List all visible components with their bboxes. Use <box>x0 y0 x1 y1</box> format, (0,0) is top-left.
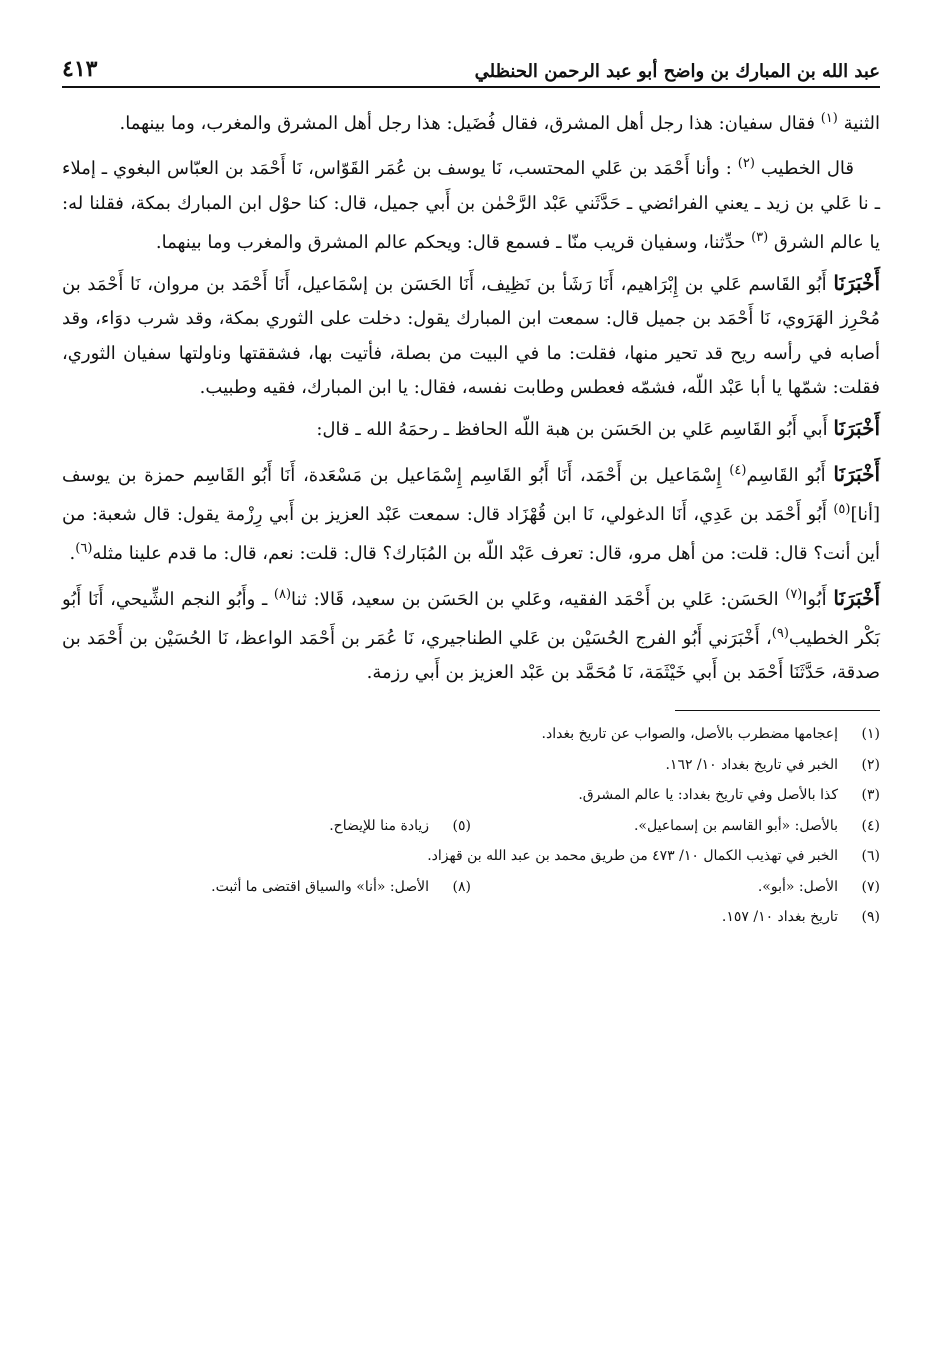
footnote-text: إعجامها مضطرب بالأصل، والصواب عن تاريخ بغداد. <box>541 726 838 743</box>
footnote-row <box>62 841 880 872</box>
paragraph-lead-word: أَخْبَرَنَا <box>833 271 880 296</box>
footnote-reference: (٦) <box>75 541 93 557</box>
text-run: أَبُوا <box>802 588 834 610</box>
footnote-number: (٤) <box>861 817 880 834</box>
text-run: ـ وأَبُو النجم الشِّيحي، أَنَا أَبُو بَكْر الخطيب <box>62 588 880 649</box>
paragraph <box>62 411 880 447</box>
text-run: فقال سفيان: هذا رجل أهل المشرق، فقال فُضَيل: هذا رجل أهل المشرق والمغرب، وما بينهما. <box>119 113 821 134</box>
paragraph-lead-word: أَخْبَرَنَا <box>833 461 880 486</box>
footnote-number: (٣) <box>861 787 880 804</box>
text-run: أَبُو القَاسِم <box>746 464 834 486</box>
footnote-reference: (٤) <box>729 462 747 478</box>
text-run: قال الخطيب <box>754 158 854 180</box>
paragraph-lead-word: أَخْبَرَنَا <box>833 416 880 441</box>
footnote-row <box>62 902 880 933</box>
footnote-text: الخبر في تهذيب الكمال ١٠/ ٤٧٣ من طريق محمد بن عبد الله بن قهزاد. <box>427 848 838 865</box>
paragraph-lead-word: أَخْبَرَنَا <box>833 585 880 610</box>
footnote-row <box>62 750 880 781</box>
paragraph <box>62 454 880 572</box>
main-text <box>62 102 880 690</box>
footnote-number: (٨) <box>452 878 471 895</box>
footnote-reference: (٨) <box>273 586 292 602</box>
footnotes <box>62 719 880 933</box>
footnote-number: (٥) <box>452 817 471 834</box>
footnote <box>62 811 471 842</box>
footnote-text: زيادة منا للإيضاح. <box>329 817 429 834</box>
text-run: الحَسَن: عَلي بن أَحْمَد الفقيه، وعَلي بن الحَسَن بن سعيد، قَالا: ثنا <box>291 588 786 610</box>
text-run: الثنية <box>837 113 880 134</box>
footnote-row <box>62 780 880 811</box>
text-run: ، أَخْبَرَني أَبُو الفرج الحُسَيْن بن عَلي الطناجيري، نَا عُمَر بن أَحْمَد الواعظ، نَا الحُسَيْن بن أَحْمَد بن صدقة، حَدَّثَنَا أَحْمَد بن أَبي خَيْثَمَة، نَا مُحَمَّد بن عَبْد العزيز بن أَبي رزمة. <box>62 627 880 684</box>
footnote-row <box>62 719 880 750</box>
footnote-row <box>62 872 880 903</box>
footnote-reference: (٥) <box>833 501 851 517</box>
footnote <box>62 841 880 872</box>
footnote <box>471 811 880 842</box>
text-run: . <box>69 543 76 565</box>
footnote <box>62 872 471 903</box>
text-run: حدِّثنا، وسفيان قريب منّا ـ فسمع قال: ويحكم عالم المشرق والمغرب وما بينهما. <box>155 231 752 253</box>
footnote-text: بالأصل: «أبو القاسم بن إسماعيل». <box>633 817 838 834</box>
text-run: أَبُو القَاسم عَلي بن إِبْرَاهيم، أَنَا رَشَأ بن نَظِيف، أَنَا الحَسَن بن إسْمَاعيل، أَنَا أَحْمَد بن مروان، نَا أَحْمَد بن مُحْرِز الهَرَوي، نَا أَحْمَد بن جميل قال: سمعت ابن المبارك يقول: دخلت على الثوري بمكة، وقد شرب دوَاء، وقد أصابه في رأسه ريح قد تحير منها، فقلت: ما في البيت من بصلة، فأتيت بها، فشققتها وناولتها سفيان الثوري، فقلت: شمّها يا أبا عَبْد اللّه، فشمّه فعطس وطابت نفسه، فقال: يا ابن المبارك، فقيه وطبيب. <box>62 274 880 399</box>
text-run: إِسْمَاعيل بن أَحْمَد، أَنَا أَبُو القَاسِم إِسْمَاعيل بن مَسْعَدة، أَنَا أَبُو القَاسِم حمزة بن يوسف [أنا] <box>62 464 881 525</box>
footnote <box>471 872 880 903</box>
paragraph <box>62 147 880 260</box>
footnote-number: (٧) <box>861 878 880 895</box>
footnote-reference: (٩) <box>771 625 789 641</box>
footnote-text: كذا بالأصل وفي تاريخ بغداد: يا عالم المشرق. <box>578 787 838 804</box>
paragraph <box>62 102 880 141</box>
footnote-text: الأصل: «أبو». <box>757 878 838 895</box>
footnote <box>62 780 880 811</box>
footnote-reference: (٧) <box>785 586 803 602</box>
footnote-reference: (٣) <box>751 229 769 245</box>
footnote-reference: (١) <box>820 111 838 126</box>
text-run: أَبُو أَحْمَد بن عَدِي، أَنَا الدغولي، نَا ابن قُهْزَاد قال: سمعت عَبْد العزيز بن أَبي رِزْمة يقول: قال شعبة: من أين أنت؟ قال: قلت: من أهل مرو، قال: تعرف عَبْد اللّه بن المُبَارك؟ قال: قلت: نعم، قال: ما قدم علينا مثله <box>62 503 880 565</box>
running-title: عبد الله بن المبارك بن واضح أبو عبد الرحمن الحنظلي <box>474 61 880 82</box>
page-number: ٤١٣ <box>62 56 98 82</box>
footnote-number: (٦) <box>861 848 880 865</box>
footnote-text: تاريخ بغداد ١٠/ ١٥٧. <box>721 909 838 926</box>
footnote-number: (٢) <box>861 756 880 773</box>
footnote-number: (٩) <box>861 909 880 926</box>
footnote <box>62 902 880 933</box>
book-page <box>62 32 880 933</box>
text-run: أَبي أَبُو القَاسِم عَلي بن الحَسَن بن هبة اللّه الحافظ ـ رحمَهُ الله ـ قال: <box>316 419 834 441</box>
paragraph <box>62 266 880 405</box>
footnote-row <box>62 811 880 842</box>
footnote-text: الخبر في تاريخ بغداد ١٠/ ١٦٢. <box>665 756 838 773</box>
footnote-separator <box>675 710 880 711</box>
text-run: : وأنا أَحْمَد بن عَلي المحتسب، نَا يوسف بن عُمَر القَوّاس، نَا أَحْمَد بن العبّاس البغوي ـ إملاء ـ نا عَلي بن زيد ـ يعني الفرائضي ـ حَدَّثَني عَبْد الرَّحْمٰن بن أَبي جميل، قال: كنا حوْل ابن المبارك بمكة، فقلنا له: يا عالم الشرق <box>62 158 880 253</box>
footnote <box>62 719 880 750</box>
paragraph <box>62 578 880 691</box>
page-header <box>62 32 880 88</box>
footnote-reference: (٢) <box>737 156 755 172</box>
footnote-text: الأصل: «أنا» والسياق اقتضى ما أثبت. <box>211 878 429 895</box>
footnote <box>62 750 880 781</box>
footnote-number: (١) <box>861 726 880 743</box>
